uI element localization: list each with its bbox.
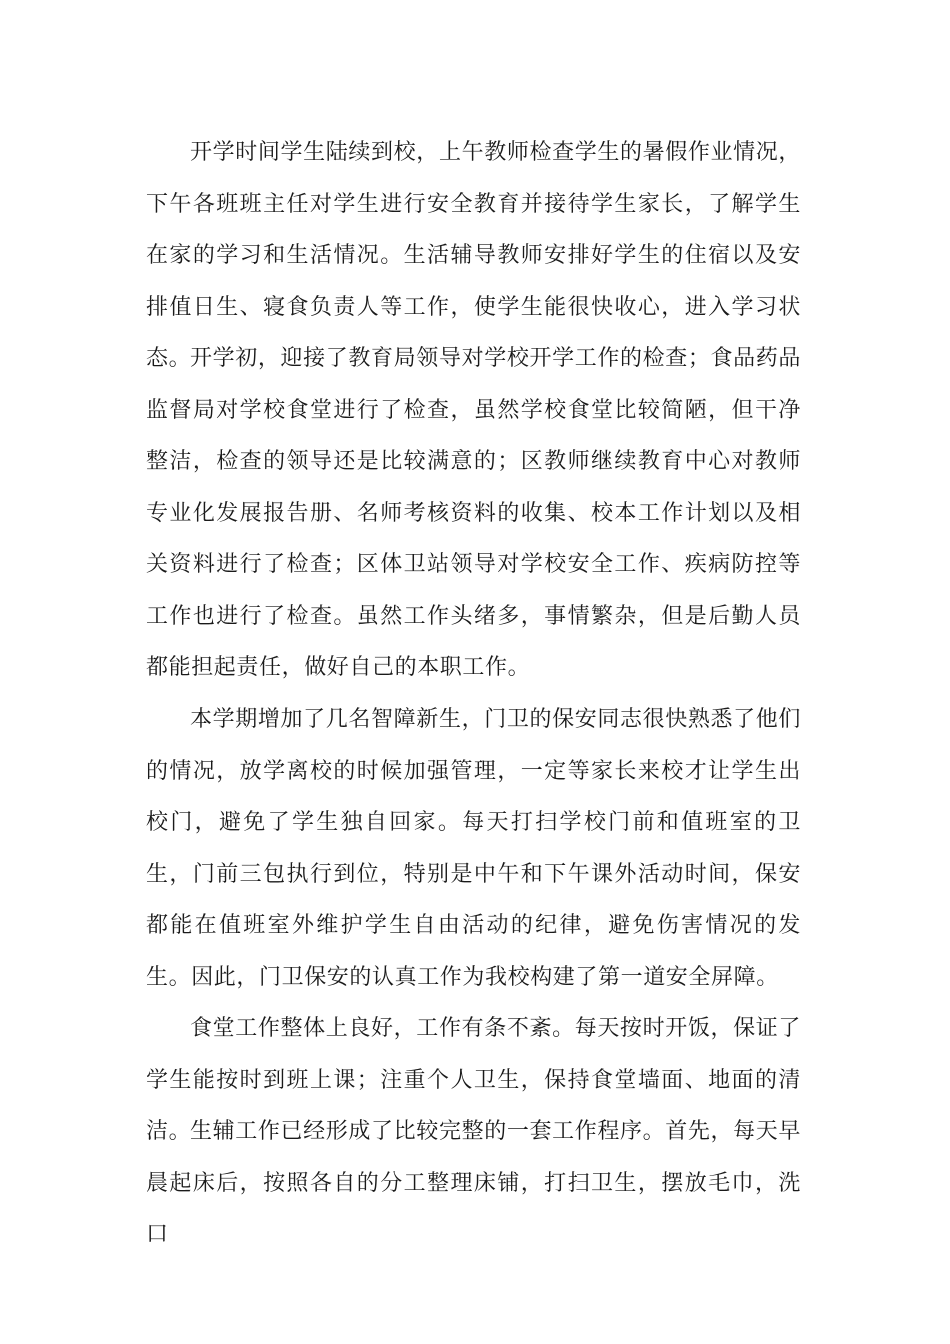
paragraph-security-guards: 本学期增加了几名智障新生，门卫的保安同志很快熟悉了他们的情况，放学离校的时候加强管理，一定等家长来校才让学生出校门，避免了学生独自回家。每天打扫学校门前和值班室的卫生，门前三包执行到位，特别是中午和下午课外活动时间，保安都能在值班室外维护学生自由活动的纪律，避免伤害情况的发生。因此，门卫保安的认真工作为我校构建了第一道安全屏障。 — [146, 707, 801, 990]
paragraph-inspections: 开学初，迎接了教育局领导对学校开学工作的检查；食品药品监督局对学校食堂进行了检查，虽然学校食堂比较简陋，但干净整洁，检查的领导还是比较满意的；区教师继续教育中心对教师专业化发展报告册、名师考核资料的收集、校本工作计划以及相关资料进行了检查；区体卫站领导对学校安全工作、疾病防控等工作也进行了检查。虽然工作头绪多，事情繁杂，但是后勤人员都能担起责任，做好自己的本职工作。 — [146, 346, 801, 680]
paragraph-dormitory: 生辅工作已经形成了比较完整的一套工作程序。首先，每天早晨起床后，按照各自的分工整理床铺，打扫卫生，摆放毛巾，洗口 — [146, 1119, 801, 1247]
paragraph-canteen: 食堂工作整体上良好，工作有条不紊。每天按时开饭，保证了学生能按时到班上课；注重个人卫生，保持食堂墙面、地面的清洁。 — [146, 1016, 801, 1144]
paragraph-arrival: 开学时间学生陆续到校，上午教师检查学生的暑假作业情况，下午各班班主任对学生进行安全教育并接待学生家长，了解学生在家的学习和生活情况。生活辅导教师安排好学生的住宿以及安排值日生、寝食负责人等工作，使学生能很快收心，进入学习状态。 — [146, 140, 801, 371]
